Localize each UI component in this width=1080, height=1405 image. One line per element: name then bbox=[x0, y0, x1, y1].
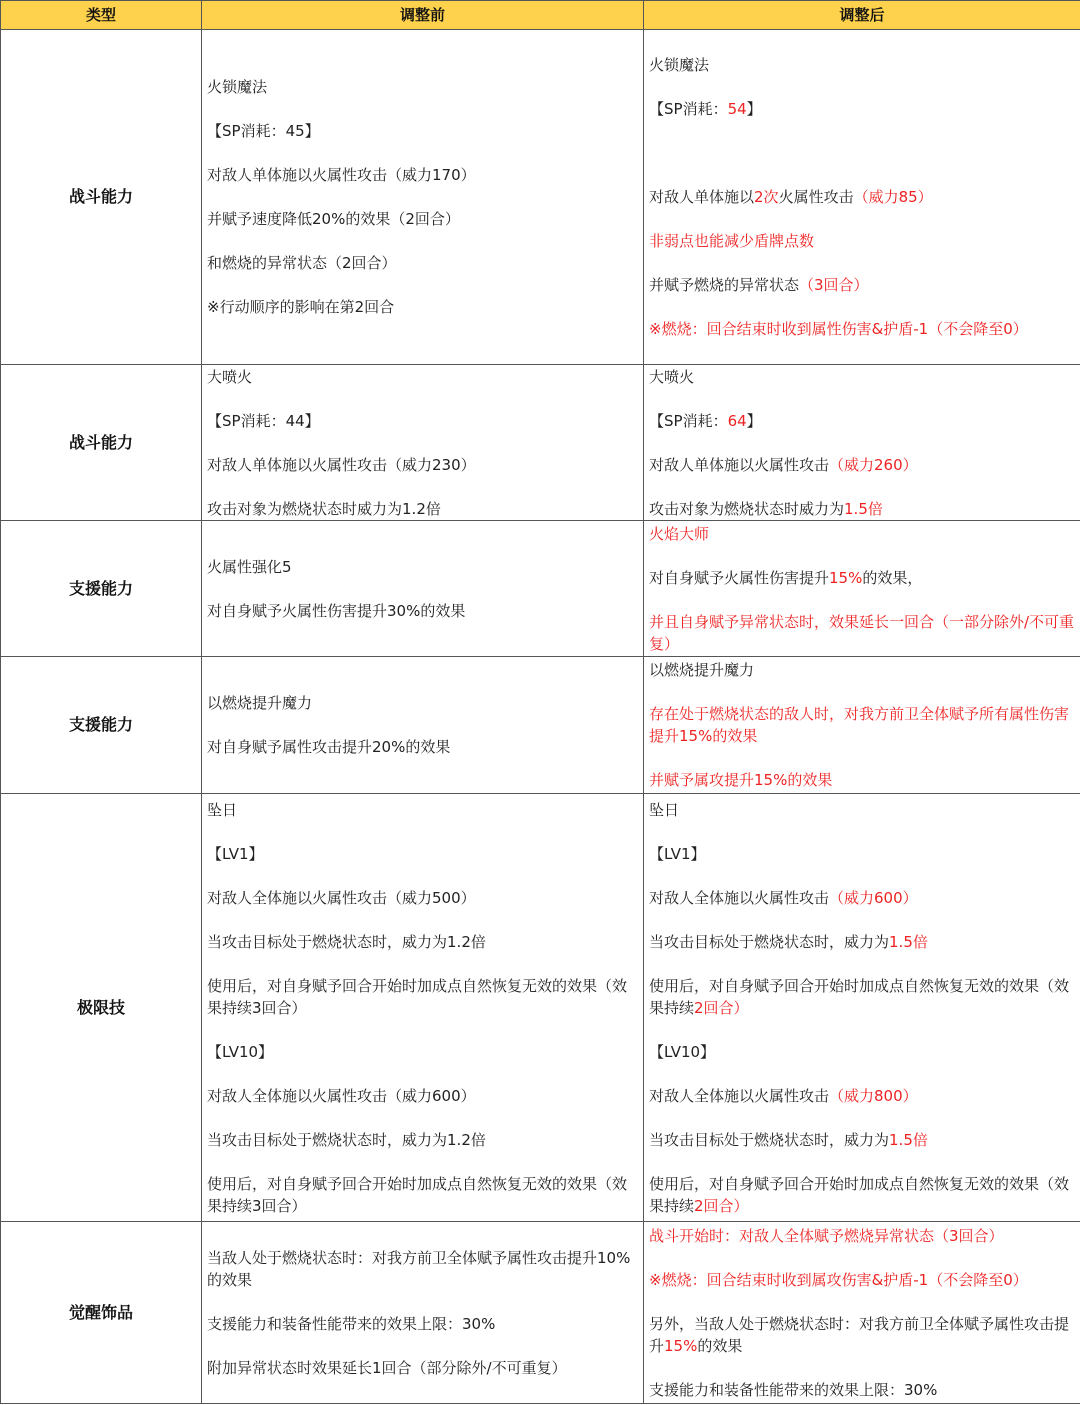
changed-text: （威力600） bbox=[829, 888, 918, 907]
cell-line bbox=[649, 498, 1075, 520]
cell-text: 对敌人单体施以 bbox=[649, 188, 755, 206]
before-cell bbox=[202, 30, 644, 365]
changed-text: 2次 bbox=[754, 188, 779, 206]
changed-text: （威力800） bbox=[829, 1086, 918, 1105]
table-row bbox=[1, 521, 1080, 657]
cell-text: 火锁魔法 bbox=[649, 56, 710, 74]
cell-line bbox=[207, 164, 638, 186]
cell-line bbox=[649, 410, 1075, 432]
cell-text: 附加异常状态时效果延长1回合（部分除外/不可重复） bbox=[207, 1358, 567, 1377]
after-cell bbox=[644, 1222, 1080, 1404]
cell-line bbox=[207, 120, 638, 142]
changed-text: （威力85） bbox=[853, 188, 933, 206]
cell-line bbox=[649, 1173, 1075, 1217]
cell-text: 】 bbox=[746, 100, 762, 118]
table-row bbox=[1, 365, 1080, 521]
cell-text: 【LV10】 bbox=[207, 1042, 274, 1061]
cell-line bbox=[207, 208, 638, 230]
cell-line bbox=[207, 692, 638, 714]
cell-line bbox=[207, 736, 638, 758]
cell-text: 对敌人全体施以火属性攻击 bbox=[649, 888, 830, 907]
cell-text: 攻击对象为燃烧状态时威力为1.2倍 bbox=[207, 499, 441, 518]
cell-line bbox=[649, 769, 1075, 791]
cell-text: 大喷火 bbox=[207, 367, 253, 386]
changed-text: 64 bbox=[727, 411, 747, 430]
cell-text: 当攻击目标处于燃烧状态时，威力为 bbox=[649, 1130, 890, 1149]
table-row bbox=[1, 794, 1080, 1222]
cell-text: 以燃烧提升魔力 bbox=[649, 661, 755, 679]
cell-line bbox=[207, 931, 638, 953]
cell-text: 支援能力和装备性能带来的效果上限：30% bbox=[207, 1314, 496, 1333]
cell-line bbox=[649, 1379, 1075, 1401]
before-cell bbox=[202, 521, 644, 657]
after-cell bbox=[644, 657, 1080, 794]
cell-text: 对自身赋予火属性伤害提升 bbox=[649, 568, 830, 587]
cell-text: 坠日 bbox=[649, 800, 680, 819]
cell-text: 的效果 bbox=[697, 1336, 743, 1355]
cell-line bbox=[649, 931, 1075, 953]
cell-line bbox=[649, 1129, 1075, 1151]
changed-text: 非弱点也能减少盾牌点数 bbox=[649, 232, 815, 250]
changed-text: 1.5倍 bbox=[844, 499, 883, 518]
changed-text: 火焰大师 bbox=[649, 524, 710, 543]
cell-line bbox=[207, 1357, 638, 1379]
cell-line bbox=[649, 186, 1075, 208]
cell-text: 对敌人单体施以火属性攻击（威力170） bbox=[207, 166, 476, 184]
after-cell bbox=[644, 521, 1080, 657]
cell-text: 【SP消耗：44】 bbox=[207, 411, 320, 430]
changed-text: 54 bbox=[727, 100, 747, 118]
cell-line bbox=[207, 1313, 638, 1335]
cell-line bbox=[207, 366, 638, 388]
cell-text: 火属性攻击 bbox=[778, 188, 854, 206]
cell-text: 对敌人单体施以火属性攻击 bbox=[649, 455, 830, 474]
cell-text: 对敌人全体施以火属性攻击（威力600） bbox=[207, 1086, 476, 1105]
table-row bbox=[1, 30, 1080, 365]
cell-line bbox=[207, 454, 638, 476]
cell-text: 对自身赋予属性攻击提升20%的效果 bbox=[207, 738, 451, 756]
cell-line bbox=[649, 611, 1075, 655]
cell-text: 对敌人全体施以火属性攻击（威力500） bbox=[207, 888, 476, 907]
cell-text: 的效果， bbox=[862, 568, 923, 587]
cell-text: 使用后，对自身赋予回合开始时加成点自然恢复无效的效果（效果持续 bbox=[649, 976, 1070, 1017]
header-type: 类型 bbox=[1, 1, 202, 30]
cell-text: 大喷火 bbox=[649, 367, 695, 386]
cell-text: 【SP消耗： bbox=[649, 100, 728, 118]
header-after: 调整后 bbox=[644, 1, 1080, 30]
cell-text: 并赋予燃烧的异常状态 bbox=[649, 276, 800, 294]
cell-line bbox=[649, 1085, 1075, 1107]
changed-text: （3回合） bbox=[799, 276, 869, 294]
cell-text: 坠日 bbox=[207, 800, 238, 819]
row-type: 极限技 bbox=[1, 794, 202, 1222]
changed-text: 15% bbox=[829, 568, 863, 587]
row-type: 觉醒饰品 bbox=[1, 1222, 202, 1404]
cell-text: 火锁魔法 bbox=[207, 78, 268, 96]
changed-text: 2回合） bbox=[694, 1196, 749, 1215]
cell-text: 【LV1】 bbox=[649, 844, 706, 863]
cell-line bbox=[649, 975, 1075, 1019]
cell-line bbox=[649, 142, 1075, 164]
before-cell bbox=[202, 1222, 644, 1404]
cell-line bbox=[207, 1041, 638, 1063]
cell-text: 对敌人单体施以火属性攻击（威力230） bbox=[207, 455, 476, 474]
cell-line bbox=[207, 1129, 638, 1151]
cell-line bbox=[649, 843, 1075, 865]
changed-text: 2回合） bbox=[694, 998, 749, 1017]
cell-text: 使用后，对自身赋予回合开始时加成点自然恢复无效的效果（效果持续 bbox=[649, 1174, 1070, 1215]
changed-text: （威力260） bbox=[829, 455, 918, 474]
before-cell bbox=[202, 365, 644, 521]
before-cell bbox=[202, 794, 644, 1222]
cell-text: 当攻击目标处于燃烧状态时，威力为1.2倍 bbox=[207, 932, 486, 951]
cell-line bbox=[649, 703, 1075, 747]
cell-line bbox=[649, 659, 1075, 681]
cell-text: 和燃烧的异常状态（2回合） bbox=[207, 254, 397, 272]
cell-line bbox=[649, 366, 1075, 388]
cell-text: 使用后，对自身赋予回合开始时加成点自然恢复无效的效果（效果持续3回合） bbox=[207, 1174, 628, 1215]
cell-line bbox=[649, 454, 1075, 476]
row-type: 战斗能力 bbox=[1, 30, 202, 365]
row-type: 战斗能力 bbox=[1, 365, 202, 521]
cell-line bbox=[207, 410, 638, 432]
cell-line bbox=[207, 1247, 638, 1291]
cell-text: 【LV10】 bbox=[649, 1042, 716, 1061]
cell-line bbox=[649, 54, 1075, 76]
cell-text: 火属性强化5 bbox=[207, 557, 292, 576]
cell-text: 当攻击目标处于燃烧状态时，威力为 bbox=[649, 932, 890, 951]
cell-text: 攻击对象为燃烧状态时威力为 bbox=[649, 499, 845, 518]
header-row bbox=[1, 1, 1080, 30]
cell-text: 对自身赋予火属性伤害提升30%的效果 bbox=[207, 601, 466, 620]
cell-line bbox=[649, 230, 1075, 252]
cell-line bbox=[207, 843, 638, 865]
cell-line bbox=[207, 1173, 638, 1217]
cell-line bbox=[649, 887, 1075, 909]
cell-line bbox=[207, 296, 638, 318]
cell-line bbox=[207, 975, 638, 1019]
changed-text: 1.5倍 bbox=[889, 1130, 928, 1149]
cell-text: 支援能力和装备性能带来的效果上限：30% bbox=[649, 1380, 938, 1399]
cell-text: 】 bbox=[746, 411, 762, 430]
cell-line bbox=[649, 98, 1075, 120]
changed-text: 1.5倍 bbox=[889, 932, 928, 951]
cell-text: 以燃烧提升魔力 bbox=[207, 694, 313, 712]
row-type: 支援能力 bbox=[1, 657, 202, 794]
cell-line bbox=[207, 252, 638, 274]
cell-line bbox=[649, 1041, 1075, 1063]
changed-text: ※燃烧：回合结束时收到属攻伤害&护盾-1（不会降至0） bbox=[649, 1270, 1028, 1289]
before-cell bbox=[202, 657, 644, 794]
cell-line bbox=[649, 1225, 1075, 1247]
changed-text: 并且自身赋予异常状态时，效果延长一回合（一部分除外/不可重复） bbox=[649, 612, 1075, 653]
table-row bbox=[1, 1222, 1080, 1404]
cell-line bbox=[207, 498, 638, 520]
changed-text: 15% bbox=[664, 1336, 698, 1355]
cell-line bbox=[649, 567, 1075, 589]
cell-line bbox=[649, 523, 1075, 545]
cell-line bbox=[649, 1269, 1075, 1291]
cell-line bbox=[207, 556, 638, 578]
cell-text: 当攻击目标处于燃烧状态时，威力为1.2倍 bbox=[207, 1130, 486, 1149]
cell-line bbox=[207, 887, 638, 909]
cell-text: 并赋予速度降低20%的效果（2回合） bbox=[207, 210, 460, 228]
cell-line bbox=[649, 274, 1075, 296]
cell-text: 【SP消耗： bbox=[649, 411, 728, 430]
cell-line bbox=[649, 799, 1075, 821]
cell-line bbox=[207, 799, 638, 821]
after-cell bbox=[644, 365, 1080, 521]
cell-text: 另外，当敌人处于燃烧状态时：对我方前卫全体赋予属性攻击提升 bbox=[649, 1314, 1070, 1355]
cell-line bbox=[207, 76, 638, 98]
changed-text: 存在处于燃烧状态的敌人时，对我方前卫全体赋予所有属性伤害提升15%的效果 bbox=[649, 705, 1070, 745]
changed-text: 并赋予属攻提升15%的效果 bbox=[649, 771, 833, 789]
cell-text: 当敌人处于燃烧状态时：对我方前卫全体赋予属性攻击提升10%的效果 bbox=[207, 1248, 631, 1289]
cell-line bbox=[649, 318, 1075, 340]
changed-text: ※燃烧：回合结束时收到属性伤害&护盾-1（不会降至0） bbox=[649, 320, 1028, 338]
row-type: 支援能力 bbox=[1, 521, 202, 657]
after-cell bbox=[644, 30, 1080, 365]
cell-text: ※行动顺序的影响在第2回合 bbox=[207, 298, 395, 316]
cell-text: 【SP消耗：45】 bbox=[207, 122, 320, 140]
changed-text: 战斗开始时：对敌人全体赋予燃烧异常状态（3回合） bbox=[649, 1226, 1004, 1245]
header-before: 调整前 bbox=[202, 1, 644, 30]
table-row bbox=[1, 657, 1080, 794]
cell-text: 【LV1】 bbox=[207, 844, 264, 863]
cell-line bbox=[207, 1085, 638, 1107]
cell-line bbox=[649, 1313, 1075, 1357]
cell-text: 对敌人全体施以火属性攻击 bbox=[649, 1086, 830, 1105]
after-cell bbox=[644, 794, 1080, 1222]
cell-line bbox=[207, 600, 638, 622]
cell-text: 使用后，对自身赋予回合开始时加成点自然恢复无效的效果（效果持续3回合） bbox=[207, 976, 628, 1017]
